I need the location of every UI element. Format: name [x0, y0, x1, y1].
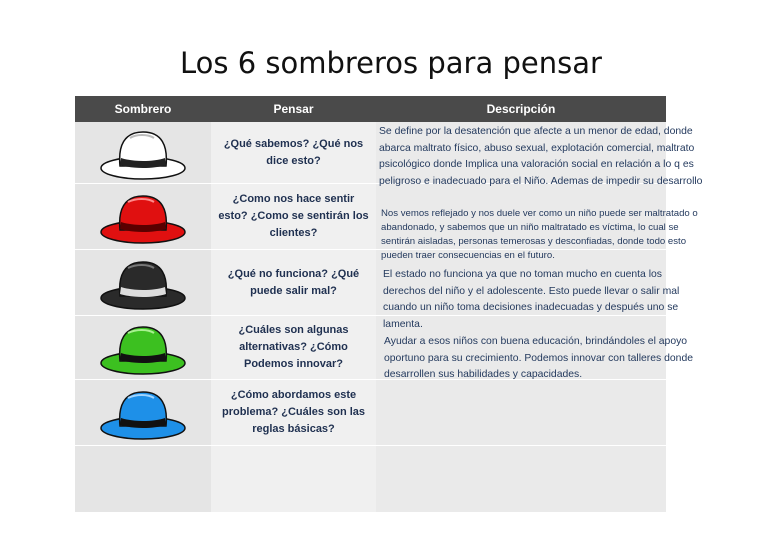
- description-cell: [376, 446, 666, 512]
- header-sombrero: Sombrero: [114, 102, 172, 116]
- description-1: Se define por la desatención que afecte a un menor de edad, donde abarca maltrato físico, abuso sexual, explotación comercial, maltrato psicológico donde Implica una valoración social en relación a lo q es peligroso e inadecuado para el Niño. Ademas de impedir su desarrollo: [379, 126, 703, 187]
- hat-cell: [75, 122, 211, 183]
- header-pensar: Pensar: [273, 102, 314, 116]
- question-cell: ¿Como nos hace sentir esto? ¿Como se sentirán los clientes?: [211, 184, 376, 249]
- question-cell: ¿Cuáles son algunas alternativas? ¿Cómo Podemos innovar?: [211, 316, 376, 379]
- blue-hat-icon: [98, 384, 188, 442]
- white-hat-icon: [98, 124, 188, 182]
- hat-cell: [75, 446, 211, 512]
- table-row: [75, 446, 666, 513]
- header-descripcion: Descripción: [486, 102, 556, 116]
- description-3: El estado no funciona ya que no toman mucho en cuenta los derechos del niño y el adolescente. Esto puede llevar o salir mal cuando un niño toma decisiones inadecuadas y después uno se lamenta.: [383, 269, 680, 330]
- table-row: [75, 380, 666, 446]
- description-cell: [376, 380, 666, 445]
- page-title: Los 6 sombreros para pensar: [180, 46, 602, 80]
- question-cell: ¿Qué sabemos? ¿Qué nos dice esto?: [211, 122, 376, 183]
- hat-cell: [75, 316, 211, 379]
- hat-cell: [75, 380, 211, 445]
- green-hat-icon: [98, 319, 188, 377]
- question-cell: ¿Qué no funciona? ¿Qué puede salir mal?: [211, 250, 376, 315]
- description-4: Ayudar a esos niños con buena educación, brindándoles el apoyo oportuno para su crecimiento. Podemos innovar con talleres donde desarrollen sus habilidades y capacidades.: [384, 336, 694, 380]
- black-hat-icon: [98, 254, 188, 312]
- question-cell: [211, 446, 376, 512]
- hat-cell: [75, 250, 211, 315]
- table-header: [75, 96, 666, 122]
- hat-cell: [75, 184, 211, 249]
- question-cell: ¿Cómo abordamos este problema? ¿Cuáles son las reglas básicas?: [211, 380, 376, 445]
- description-2: Nos vemos reflejado y nos duele ver como un niño puede ser maltratado o abandonado, y sabemos que un niño maltratado es víctima, lo cual se sentirán aisladas, personas temerosas y desconfiadas, donde todo esto pueden traer consecuencias en el futuro.: [381, 208, 698, 261]
- red-hat-icon: [98, 188, 188, 246]
